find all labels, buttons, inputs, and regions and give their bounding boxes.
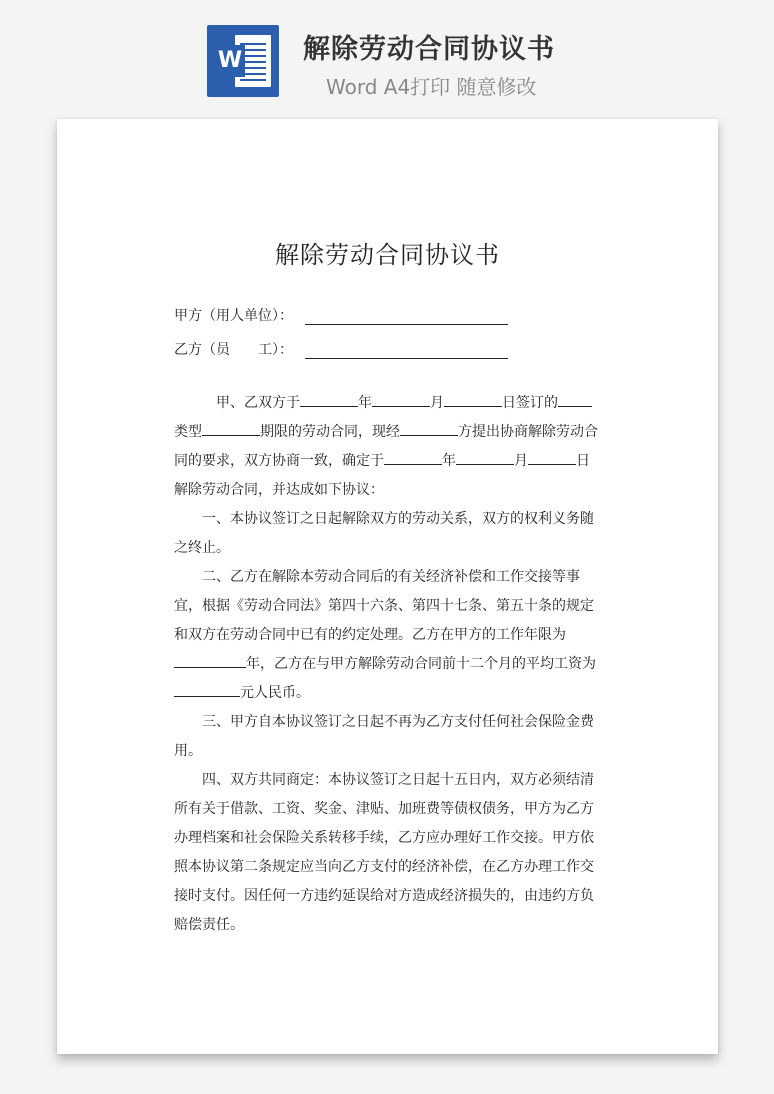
agreement-body xyxy=(174,389,602,940)
header-banner xyxy=(0,0,774,110)
document-page xyxy=(57,119,718,1054)
average-wage-blank[interactable] xyxy=(174,682,240,697)
party-a-label: 甲方（用人单位）： xyxy=(174,308,293,324)
header-subtitle: Word A4打印 随意修改 xyxy=(326,75,537,99)
proposing-party-blank[interactable] xyxy=(400,421,458,436)
party-a-blank[interactable] xyxy=(305,310,508,325)
header-title: 解除劳动合同协议书 xyxy=(303,34,555,65)
contract-type-blank-a[interactable] xyxy=(558,392,592,407)
clause-2: 二、乙方在解除本劳动合同后的有关经济补偿和工作交接等事宜，根据《劳动合同法》第四十六条、第四十七条、第五十条的规定和双方在劳动合同中已有的约定处理。乙方在甲方的工作年限为年，乙方在与甲方解除劳动合同前十二个月的平均工资为元人民币。 xyxy=(174,569,596,701)
end-year-blank[interactable] xyxy=(384,450,442,465)
intro-paragraph: 甲、乙双方于 年 月 日签订的 类型 期限的劳动合同，现经 方提出协商解除劳动合同的要求，双方协商一致，确定于 年 月 日解除劳动合同，并达成如下协议： xyxy=(174,389,602,505)
word-icon xyxy=(207,25,279,97)
document-title: 解除劳动合同协议书 xyxy=(275,241,500,269)
clause-1: 一、本协议签订之日起解除双方的劳动关系，双方的权利义务随之终止。 xyxy=(174,511,594,556)
contract-type-blank-b[interactable] xyxy=(202,421,260,436)
word-letter-badge: W xyxy=(215,45,245,77)
party-b-blank[interactable] xyxy=(305,344,508,359)
end-day-blank[interactable] xyxy=(528,450,576,465)
clause-3: 三、甲方自本协议签订之日起不再为乙方支付任何社会保险金费用。 xyxy=(174,714,594,759)
work-years-blank[interactable] xyxy=(174,653,246,668)
sign-month-blank[interactable] xyxy=(372,392,430,407)
sign-day-blank[interactable] xyxy=(444,392,502,407)
party-a-row xyxy=(174,305,508,325)
sign-year-blank[interactable] xyxy=(300,392,358,407)
end-month-blank[interactable] xyxy=(456,450,514,465)
clause-4: 四、双方共同商定：本协议签订之日起十五日内，双方必须结清所有关于借款、工资、奖金、津贴、加班费等债权债务，甲方为乙方办理档案和社会保险关系转移手续，乙方应办理好工作交接。甲方依照本协议第二条规定应当向乙方支付的经济补偿，在乙方办理工作交接时支付。因任何一方违约延误给对方造成经济损失的，由违约方负赔偿责任。 xyxy=(174,772,594,933)
party-b-row xyxy=(174,339,508,359)
party-b-label: 乙方（员 工）： xyxy=(174,342,293,358)
